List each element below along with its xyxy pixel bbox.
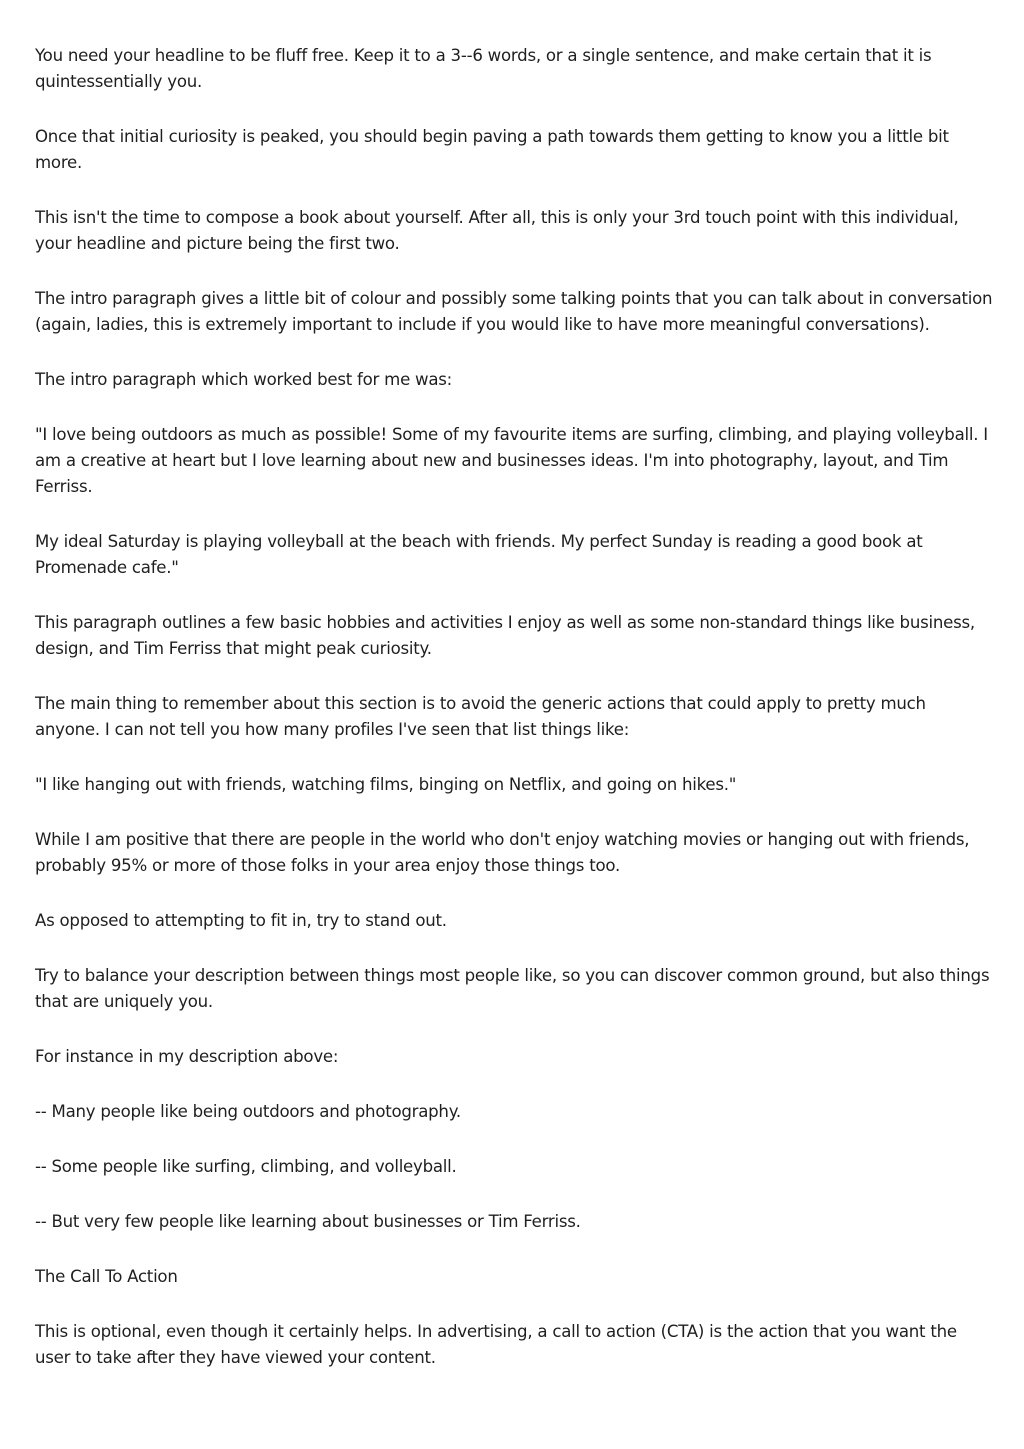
list-item-many-people: -- Many people like being outdoors and photography. bbox=[35, 1102, 461, 1121]
paragraph-cta-definition: This is optional, even though it certainly helps. In advertising, a call to action (CTA) is the action that you want the user to take after they have viewed your content. bbox=[35, 1322, 957, 1367]
paragraph-curiosity: Once that initial curiosity is peaked, you should begin paving a path towards them getting to know you a little bit more. bbox=[35, 127, 949, 172]
paragraph-hobbies-outline: This paragraph outlines a few basic hobbies and activities I enjoy as well as some non-standard things like business, design, and Tim Ferriss that might peak curiosity. bbox=[35, 613, 975, 658]
paragraph-intro-best: The intro paragraph which worked best for me was: bbox=[35, 370, 453, 389]
paragraph-headline-advice: You need your headline to be fluff free. Keep it to a 3--6 words, or a single sentence, and make certain that it is quintessentially you. bbox=[35, 46, 932, 91]
list-item-few-people: -- But very few people like learning about businesses or Tim Ferriss. bbox=[35, 1212, 581, 1231]
paragraph-quote-saturday: My ideal Saturday is playing volleyball at the beach with friends. My perfect Sunday is reading a good book at Promenade cafe." bbox=[35, 532, 923, 577]
document-page bbox=[35, 43, 995, 1400]
paragraph-intro-colour: The intro paragraph gives a little bit of colour and possibly some talking points that you can talk about in conversation (again, ladies, this is extremely important to include if you would like to have more meaningful conversations). bbox=[35, 289, 993, 334]
paragraph-generic-quote: "I like hanging out with friends, watching films, binging on Netflix, and going on hikes." bbox=[35, 775, 737, 794]
paragraph-balance: Try to balance your description between things most people like, so you can discover common ground, but also things that are uniquely you. bbox=[35, 966, 990, 1011]
list-item-some-people: -- Some people like surfing, climbing, and volleyball. bbox=[35, 1157, 457, 1176]
paragraph-stand-out: As opposed to attempting to fit in, try to stand out. bbox=[35, 911, 447, 930]
paragraph-touch-point: This isn't the time to compose a book about yourself. After all, this is only your 3rd touch point with this individual, your headline and picture being the first two. bbox=[35, 208, 959, 253]
paragraph-for-instance: For instance in my description above: bbox=[35, 1047, 339, 1066]
paragraph-quote-outdoors: "I love being outdoors as much as possible! Some of my favourite items are surfing, climbing, and playing volleyball. I am a creative at heart but I love learning about new and businesses ideas. I'm into photography, layout, and Tim Ferriss. bbox=[35, 425, 988, 496]
paragraph-avoid-generic: The main thing to remember about this section is to avoid the generic actions that could apply to pretty much anyone. I can not tell you how many profiles I've seen that list things like: bbox=[35, 694, 926, 739]
paragraph-people-enjoy: While I am positive that there are people in the world who don't enjoy watching movies or hanging out with friends, probably 95% or more of those folks in your area enjoy those things too. bbox=[35, 830, 970, 875]
section-heading-cta: The Call To Action bbox=[35, 1267, 178, 1286]
